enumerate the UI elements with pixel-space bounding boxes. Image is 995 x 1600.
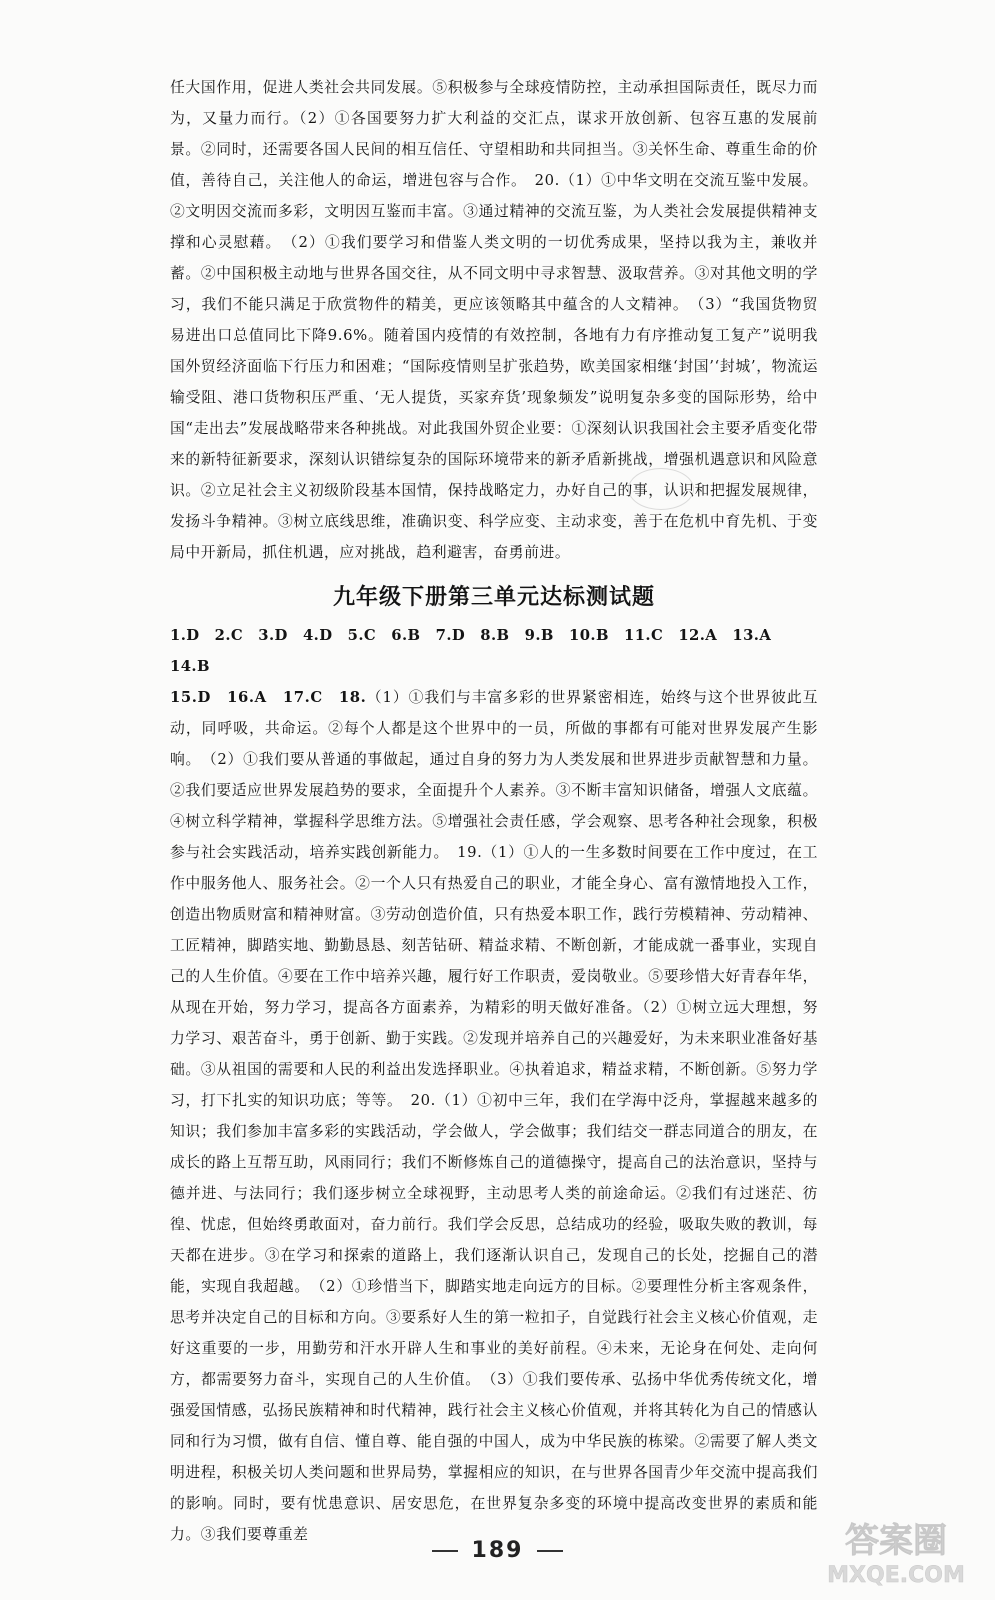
answer-paragraph-1: 任大国作用，促进人类社会共同发展。⑤积极参与全球疫情防控，主动承担国际责任，既尽力而为，又量力而行。（2）①各国要努力扩大利益的交汇点，谋求开放创新、包容互惠的发展前景。②同时，还需要各国人民间的相互信任、守望相助和共同担当。③关怀生命、尊重生命的价值，善待自己，关注他人的命运，增进包容与合作。 20.（1）①中华文明在交流互鉴中发展。②文明因交流而多彩，文明因互鉴而丰富。③通过精神的交流互鉴，为人类社会发展提供精神支撑和心灵慰藉。 （2）①我们要学习和借鉴人类文明的一切优秀成果，坚持以我为主，兼收并蓄。②中国积极主动地与世界各国交往，从不同文明中寻求智慧、汲取营养。③对其他文明的学习，我们不能只满足于欣赏物件的精美，更应该领略其中蕴含的人文精神。 （3）“我国货物贸易进出口总值同比下降9.6%。随着国内疫情的有效控制，各地有力有序推动复工复产”说明我国外贸经济面临下行压力和困难；“国际疫情则呈扩张趋势，欧美国家相继‘封国’‘封城’，物流运输受阻、港口货物积压严重、‘无人提货，买家弃货’现象频发”说明复杂多变的国际形势，给中国“走出去”发展战略带来各种挑战。对此我国外贸企业要：①深刻认识我国社会主要矛盾变化带来的新特征新要求，深刻认识错综复杂的国际环境带来的新矛盾新挑战，增强机遇意识和风险意识。②立足社会主义初级阶段基本国情，保持战略定力，办好自己的事，认识和把握发展规律，发扬斗争精神。③树立底线思维，准确识变、科学应变、主动求变，善于在危机中育先机、于变局中开新局，抓住机遇，应对挑战，趋利避害，奋勇前进。: [170, 79, 818, 561]
answer-key-line-1: 1.D 2.C 3.D 4.D 5.C 6.B 7.D 8.B 9.B 10.B 11.C 12.A 13.A 14.B: [170, 627, 787, 675]
section-title: 九年级下册第三单元达标测试题: [332, 585, 655, 610]
page-number-dash-left: [432, 1550, 458, 1552]
answer-paragraph-2-text: （1）①我们与丰富多彩的世界紧密相连，始终与这个世界彼此互动，同呼吸，共命运。②每个人都是这个世界中的一员，所做的事都有可能对世界发展产生影响。 （2）①我们要从普通的事做起，通过自身的努力为人类发展和世界进步贡献智慧和力量。②我们要适应世界发展趋势的要求，全面提升个人素养。③不断丰富知识储备，增强人文底蕴。④树立科学精神，掌握科学思维方法。⑤增强社会责任感，学会观察、思考各种社会现象，积极参与社会实践活动，培养实践创新能力。 19.（1）①人的一生多数时间要在工作中度过，在工作中服务他人、服务社会。②一个人只有热爱自己的职业，才能全身心、富有激情地投入工作，创造出物质财富和精神财富。③劳动创造价值，只有热爱本职工作，践行劳模精神、劳动精神、工匠精神，脚踏实地、勤勤恳恳、刻苦钻研、精益求精、不断创新，才能成就一番事业，实现自己的人生价值。④要在工作中培养兴趣，履行好工作职责，爱岗敬业。⑤要珍惜大好青春年华，从现在开始，努力学习，提高各方面素养，为精彩的明天做好准备。（2）①树立远大理想，努力学习、艰苦奋斗，勇于创新、勤于实践。②发现并培养自己的兴趣爱好，为未来职业准备好基础。③从祖国的需要和人民的利益出发选择职业。④执着追求，精益求精，不断创新。⑤努力学习，打下扎实的知识功底；等等。 20.（1）①初中三年，我们在学海中泛舟，掌握越来越多的知识；我们参加丰富多彩的实践活动，学会做人，学会做事；我们结交一群志同道合的朋友，在成长的路上互帮互助，风雨同行；我们不断修炼自己的道德操守，提高自己的法治意识，坚持与德并进、与法同行；我们逐步树立全球视野，主动思考人类的前途命运。②我们有过迷茫、彷徨、忧虑，但始终勇敢面对，奋力前行。我们学会反思，总结成功的经验，吸取失败的教训，每天都在进步。③在学习和探索的道路上，我们逐渐认识自己，发现自己的长处，挖掘自己的潜能，实现自我超越。 （2）①珍惜当下，脚踏实地走向远方的目标。②要理性分析主客观条件，思考并决定自己的目标和方向。③要系好人生的第一粒扣子，自觉践行社会主义核心价值观，走好这重要的一步，用勤劳和汗水开辟人生和事业的美好前程。④未来，无论身在何处、走向何方，都需要努力奋斗，实现自己的人生价值。 （3）①我们要传承、弘扬中华优秀传统文化，增强爱国情感，弘扬民族精神和时代精神，践行社会主义核心价值观，并将其转化为自己的情感认同和行为习惯，做有自信、懂自尊、能自强的中国人，成为中华民族的栋梁。②需要了解人类文明进程，积极关切人类问题和世界局势，掌握相应的知识，在与世界各国青少年交流中提高我们的影响。同时，要有忧患意识、居安思危，在世界复杂多变的环境中提高改变世界的素质和能力。③我们要尊重差: [170, 689, 818, 1543]
watermark-text-top: 答案圈: [845, 1521, 947, 1561]
watermark-text-bottom: MXQE.COM: [827, 1563, 965, 1588]
page-number-dash-right: [537, 1550, 563, 1552]
faint-stamp-mark: [628, 468, 694, 510]
page-content: [170, 72, 818, 1550]
answer-key-line-2: 15.D 16.A 17.C 18.: [170, 689, 367, 706]
answer-paragraph-2: [170, 682, 818, 1550]
page-number-text: 189: [471, 1538, 524, 1563]
watermark-logo: [811, 1510, 981, 1590]
